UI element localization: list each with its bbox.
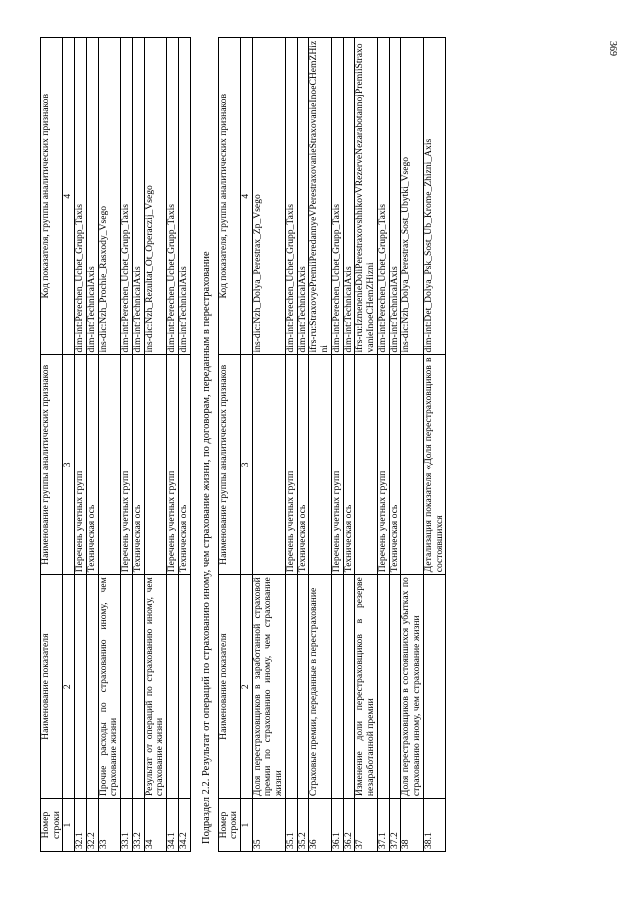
header-row-number: Номер строки [41,799,63,852]
indicator-code: ifrs-ru:StraxovyePremiiPeredannyeVPerestraxovanieStraxovanieInoeCHemZHizni [309,38,331,355]
group-name: Перечень учетных групп [75,355,87,575]
indicator-name [389,575,401,799]
indicator-name [86,575,98,799]
indicator-name [377,575,389,799]
indicator-name: Результат от операций по страхованию иному, чем страхование жизни [144,575,166,799]
column-number: 2 [241,575,253,799]
group-name: Перечень учетных групп [121,355,133,575]
table-row [98,38,120,852]
indicator-name [75,575,87,799]
table-row [423,38,445,852]
indicator-name [297,575,309,799]
indicator-code: dim-int:TechnicalAxis [86,38,98,355]
row-number: 35.2 [297,799,309,852]
column-number: 4 [241,38,253,355]
indicator-code: dim-int:Perechen_Uchet_Grupp_Taxis [75,38,87,355]
group-name [252,355,285,575]
table-row [355,38,377,852]
table-row [132,38,144,852]
indicator-code: dim-int:TechnicalAxis [343,38,355,355]
row-number: 37.2 [389,799,401,852]
table-row [86,38,98,852]
column-number: 3 [63,355,75,575]
indicator-name [331,575,343,799]
page-number: 369 [607,41,618,56]
indicator-code: dim-int:Perechen_Uchet_Grupp_Taxis [167,38,179,355]
indicator-code: dim-int:Perechen_Uchet_Grupp_Taxis [377,38,389,355]
indicator-code: dim-int:TechnicalAxis [178,38,190,355]
indicator-name [121,575,133,799]
group-name: Техническая ось [343,355,355,575]
group-name: Перечень учетных групп [285,355,297,575]
table-row [297,38,309,852]
table-row [75,38,87,852]
row-number: 34.2 [178,799,190,852]
row-number: 33.2 [132,799,144,852]
header-indicator-name: Наименование показателя [218,575,240,799]
row-number: 33 [98,799,120,852]
table-row [309,38,331,852]
table-row [121,38,133,852]
indicator-code: dim-int:Perechen_Uchet_Grupp_Taxis [331,38,343,355]
group-name: Перечень учетных групп [167,355,179,575]
table-row [285,38,297,852]
indicator-table-1 [40,37,191,852]
table-header-row [218,38,240,852]
header-indicator-code: Код показателя, группы аналитических признаков [41,38,63,355]
table-row [401,38,423,852]
indicator-name [285,575,297,799]
indicator-code: ins-dic:Nzh_Rezultat_Ot_Operaczij_Vsego [144,38,166,355]
indicator-code: dim-int:Det_Dolya_Psk_Sost_Ub_Krome_Zhizni_Axis [423,38,445,355]
indicator-code: dim-int:Perechen_Uchet_Grupp_Taxis [285,38,297,355]
table-row [252,38,285,852]
indicator-code: dim-int:Perechen_Uchet_Grupp_Taxis [121,38,133,355]
group-name: Техническая ось [86,355,98,575]
group-name: Техническая ось [132,355,144,575]
row-number: 35 [252,799,285,852]
indicator-code: ins-dic:Nzh_Prochie_Rasxody_Vsego [98,38,120,355]
group-name [98,355,120,575]
indicator-code: dim-int:TechnicalAxis [297,38,309,355]
group-name: Перечень учетных групп [377,355,389,575]
group-name: Техническая ось [178,355,190,575]
group-name [355,355,377,575]
indicator-name: Изменение доли перестраховщиков в резерве незаработанной премии [355,575,377,799]
header-group-name: Наименование группы аналитических признаков [41,355,63,575]
indicator-name: Доля перестраховщиков в заработанной страховой премии по страхованию иному, чем страхование жизни [252,575,285,799]
row-number: 34 [144,799,166,852]
indicator-name: Доля перестраховщиков в состоявшихся убытках по страхованию иному, чем страхование жизни [401,575,423,799]
table-row [377,38,389,852]
row-number: 36 [309,799,331,852]
table-row [331,38,343,852]
row-number: 38 [401,799,423,852]
table-row [389,38,401,852]
column-number: 3 [241,355,253,575]
indicator-table-2 [218,37,447,852]
indicator-code: ins-dic:Nzh_Dolya_Perestrax_Sost_Ubytki_Vsego [401,38,423,355]
indicator-name [167,575,179,799]
indicator-code: dim-int:TechnicalAxis [132,38,144,355]
group-name: Техническая ось [389,355,401,575]
header-row-number: Номер строки [218,799,240,852]
group-name: Перечень учетных групп [331,355,343,575]
table-header-row [41,38,63,852]
table-row [178,38,190,852]
header-indicator-code: Код показателя, группы аналитических признаков [218,38,240,355]
row-number: 37.1 [377,799,389,852]
group-name [309,355,331,575]
table-row [343,38,355,852]
rotated-page-content [40,37,600,852]
column-number: 2 [63,575,75,799]
indicator-name [178,575,190,799]
row-number: 37 [355,799,377,852]
indicator-code: ifrs-ru:IzmenenieDoliPerestraxovshhikovVRezerveNezarabotannojPremiiStraxovanieInoeCHemZHizni [355,38,377,355]
indicator-name [343,575,355,799]
indicator-name [132,575,144,799]
column-number: 1 [241,799,253,852]
group-name [144,355,166,575]
row-number: 35.1 [285,799,297,852]
indicator-code: dim-int:TechnicalAxis [389,38,401,355]
header-group-name: Наименование группы аналитических признаков [218,355,240,575]
indicator-code: ins-dic:Nzh_Dolya_Perestrax_Zp_Vsego [252,38,285,355]
indicator-name: Страховые премии, переданные в перестрахование [309,575,331,799]
row-number: 33.1 [121,799,133,852]
column-number: 1 [63,799,75,852]
header-indicator-name: Наименование показателя [41,575,63,799]
indicator-name [423,575,445,799]
table-row [167,38,179,852]
column-number-row [241,38,253,852]
indicator-name: Прочие расходы по страхованию иному, чем страхование жизни [98,575,120,799]
column-number: 4 [63,38,75,355]
row-number: 36.2 [343,799,355,852]
row-number: 32.2 [86,799,98,852]
column-number-row [63,38,75,852]
subsection-title: Подраздел 2.2. Результат от операций по страхованию иному, чем страхование жизни, по договорам, переданным в перестрахование [200,251,212,844]
row-number: 38.1 [423,799,445,852]
row-number: 32.1 [75,799,87,852]
group-name: Детализация показателя «Доля перестраховщиков в состоявшихся [423,355,445,575]
group-name: Техническая ось [297,355,309,575]
table-row [144,38,166,852]
row-number: 36.1 [331,799,343,852]
group-name [401,355,423,575]
row-number: 34.1 [167,799,179,852]
